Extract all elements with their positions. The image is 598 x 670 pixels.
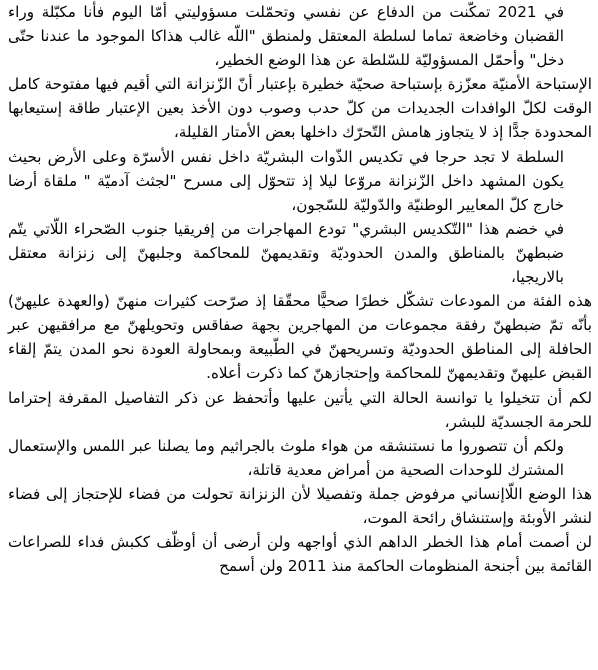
paragraph-8: هذا الوضع اللّاإنساني مرفوض جملة وتفصيلا لأن الزنزانة تحولت من فضاء للإحتجاز إلى فضاء لنشر الأوبئة وإستنشاق رائحة الموت، <box>8 484 592 527</box>
paragraph-2: الإستباحة الأمنيّة معزّزة بإستباحة صحيّة خطيرة بإعتبار أنّ الزّنزانة التي أقيم فيها مفتوحة كامل الوقت لكلّ الوافدات الجديدات من كلّ حدب وصوب دون الأخذ بعين الإعتبار طاقة إستيعابها المحدودة جدًّا إذ لا يتجاوز هامش التّحرّك داخلها بعض الأمتار القليلة، <box>8 75 592 142</box>
paragraph-4: في خضم هذا "التّكديس البشري" تودع المهاجرات من إفريقيا جنوب الصّحراء اللّاتي يتّم ضبطهنّ بالمناطق والمدن الحدوديّة وتقديمهنّ للمحاكمة وجلبهنّ إلى زنزانة معتقل بالاريجيا، <box>8 219 564 287</box>
paragraph-7: ولكم أن تتصوروا ما نستنشقه من هواء ملوث بالجراثيم وما يصلنا عبر اللمس والإستعمال المشترك للوحدات الصحية من أمراض معدية قاتلة، <box>8 436 564 479</box>
paragraph-3: السلطة لا تجد حرجا في تكديس الذّوات البشريّة داخل نفس الأسرّة وعلى الأرض بحيث يكون المشهد داخل الزّنزانة مروّعا ليلا إذ تتحوّل إلى مسرح "لجثث آدميّة " ملقاة أرضا خارج كلّ المعايير الوطنيّة والدّوليّة للسّجون، <box>8 147 564 214</box>
paragraph-6: لكم أن تتخيلوا يا توانسة الحالة التي يأتين عليها وأتحفظ عن ذكر التفاصيل المقرفة إحتراما للحرمة الجسديّة للبشر، <box>8 388 592 431</box>
paragraph-9: لن أصمت أمام هذا الخطر الداهم الذي أواجهه ولن أرضى أن أوظّف ككبش فداء للصراعات القائمة بين أجنحة المنظومات الحاكمة منذ 2011 ولن أسمح <box>8 533 592 576</box>
paragraph-1: في 2021 تمكّنت من الدفاع عن نفسي وتحمّلت مسؤوليتي أمّا اليوم فأنا مكبّلة وراء القضبان وخاضعة تماما لسلطة المعتقل ولمنطق "اللّه غالب هذاكا الموجود ما عندنا حتّى دخل" وأحمّل المسؤوليّة للسّلطة عن هذا الوضع الخطير، <box>8 3 565 70</box>
paragraph-5: هذه الفئة من المودعات تشكّل خطرًا صحيًّا محقّقا إذ صرّحت كثيرات منهنّ (والعهدة عليهنّ) بأنّه تمّ ضبطهنّ رفقة مجموعات من المهاجرين بجهة صفاقس وتحويلهنّ مع مرافقيهن عبر الحافلة إلى المناطق الحدوديّة وتسريحهنّ في الطّبيعة وبمحاولة العودة نحو المدن يتمّ إلقاء القبض عليهنّ وتقديمهنّ للمحاكمة وإحتجازهنّ كما ذكرت أعلاه. <box>8 292 592 383</box>
